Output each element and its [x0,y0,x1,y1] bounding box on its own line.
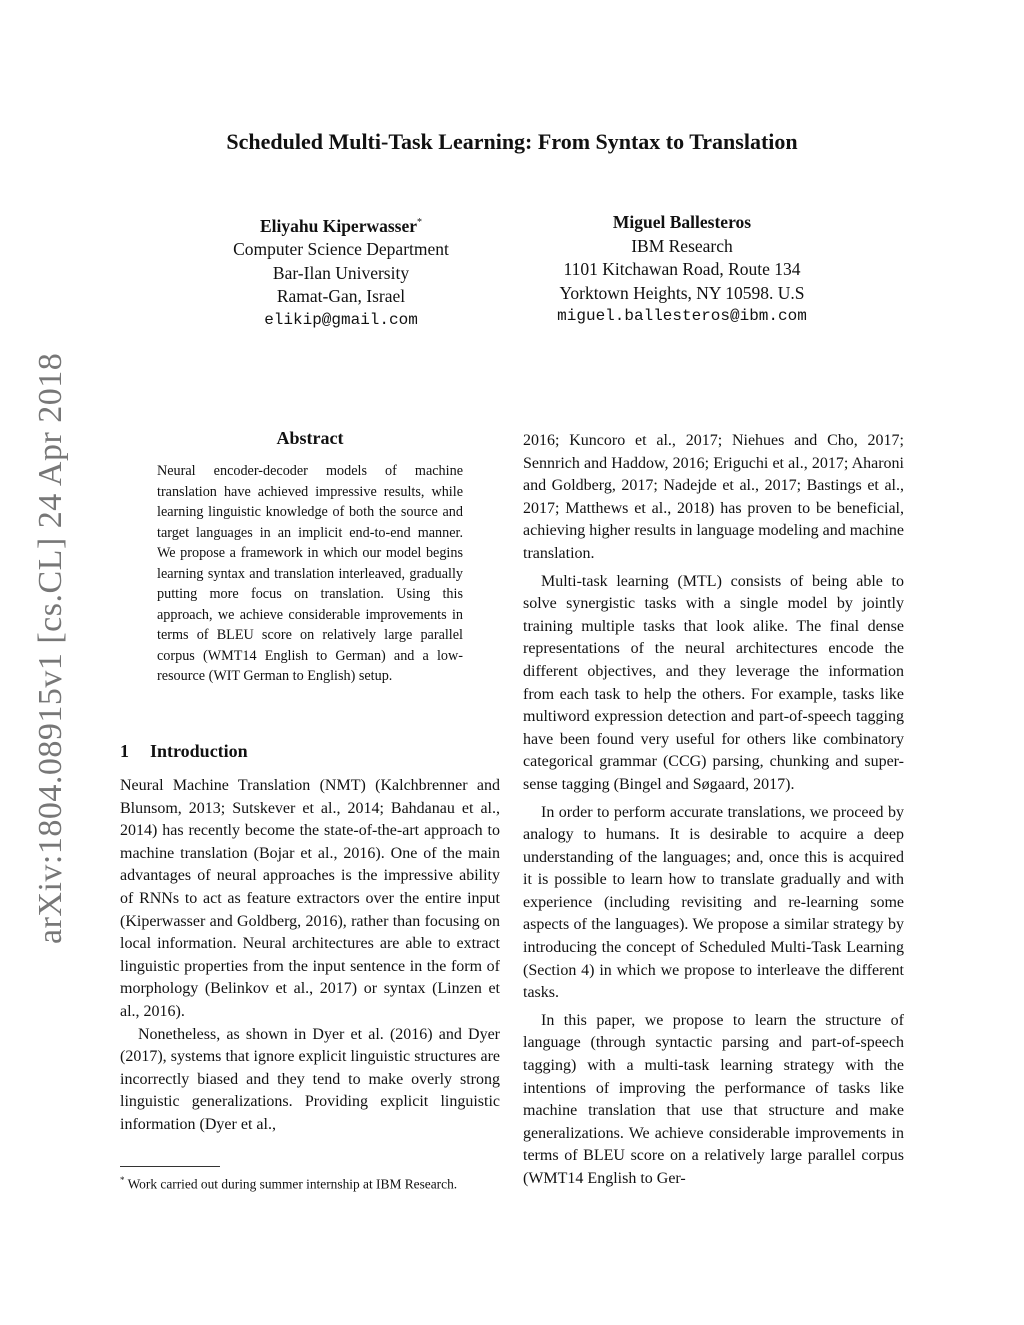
abstract-heading: Abstract [276,428,344,448]
author-block-kiperwasser [176,211,506,332]
author-name: Miguel Ballesteros [612,212,752,232]
abstract-text: Neural encoder-decoder models of machine translation have achieved impressive results, while learning linguistic knowledge of both the source and target languages in an implicit end-to-end manner. We propose a framework in which our model begins learning syntax and translation interleaved, gradually putting more focus on translation. Using this approach, we achieve considerable improvements in terms of BLEU score on relatively large parallel corpus (WMT14 English to German) and a low-resource (WIT German to English) setup. [157,463,463,684]
abstract-section [157,428,463,687]
author-email[interactable]: miguel.ballesteros@ibm.com [557,307,807,325]
author-affiliation-line: Computer Science Department [233,239,449,260]
paragraph: Neural Machine Translation (NMT) (Kalchbrenner and Blunsom, 2013; Sutskever et al., 2014; Bahdanau et al., 2014) has recently become the state-of-the-art approach to machine translation (Bojar et al., 2016). One of the main advantages of neural approaches is the impressive ability of RNNs to act as feature extractors over the entire input (Kiperwasser and Goldberg, 2016), rather than focusing on local information. Neural architectures are able to extract linguistic properties from the input sentence in the form of morphology (Belinkov et al., 2017) or syntax (Linzen et al., 2016). [120,777,500,1020]
paragraph: Nonetheless, as shown in Dyer et al. (2016) and Dyer (2017), systems that ignore explicit linguistic structures are incorrectly biased and they tend to make overly strong linguistic generalizations. Providing explicit linguistic information (Dyer et al., [120,1025,500,1133]
author-name: Eliyahu Kiperwasser* [259,215,423,236]
footnote-rule [120,1166,220,1167]
author-affiliation-line: Ramat-Gan, Israel [276,286,406,307]
author-block-ballesteros [517,211,847,329]
author-affiliation-line: IBM Research [631,235,733,256]
introduction-section [120,741,500,1137]
paragraph: Multi-task learning (MTL) consists of being able to solve synergistic tasks with a single model by jointly training multiple tasks that look alike. The final dense representations of the neural architectures encode the different objectives, and they leverage the information from each task to help the others. For example, tasks like multiword expression detection and part-of-speech tagging have been found very useful for others like combinatory categorical grammar (CCG) parsing, chunking and super-sense tagging (Bingel and Søgaard, 2017). [523,572,904,793]
section-title: Introduction [150,741,248,761]
footnote-mark: * [120,1175,125,1185]
paragraph: In this paper, we propose to learn the structure of language (through syntactic parsing and part-of-speech tagging) with a multi-task learning strategy with the intentions of improving the performance of tasks like machine translation that use that structure and make generalizations. We achieve considerable improvements in terms of BLEU score on a relatively large parallel corpus (WMT14 English to Ger- [523,1011,904,1187]
section-number: 1 [120,741,129,761]
arxiv-stamp: arXiv:1804.08915v1 [cs.CL] 24 Apr 2018 [32,352,69,944]
section-heading [120,741,500,762]
footnote-text: * Work carried out during summer internship at IBM Research. [120,1175,458,1192]
paragraph: In order to perform accurate translations, we proceed by analogy to humans. It is desirable to acquire a deep understanding of the languages; and, once this is acquired it is possible to learn how to translate gradually and with experience (including revisiting and re-learning some aspects of the languages). We propose a similar strategy by introducing the concept of Scheduled Multi-Task Learning (Section 4) in which we propose to interleave the different tasks. [523,803,904,1002]
author-affiliation-line: 1101 Kitchawan Road, Route 134 [563,259,801,279]
author-footnote-mark: * [417,217,423,228]
paragraph: 2016; Kuncoro et al., 2017; Niehues and Cho, 2017; Sennrich and Haddow, 2016; Eriguchi et al., 2017; Aharoni and Goldberg, 2017; Nadejde et al., 2017; Bastings et al., 2017; Matthews et al., 2018) has proven to be beneficial, achieving higher results in language modeling and machine translation. [523,432,904,562]
author-affiliation-line: Yorktown Heights, NY 10598. U.S [559,282,805,303]
paper-title: Scheduled Multi-Task Learning: From Syntax to Translation [226,129,798,154]
right-column [523,430,904,1191]
footnote [120,1166,500,1193]
author-affiliation-line: Bar-Ilan University [272,262,410,283]
author-email[interactable]: elikip@gmail.com [264,310,418,329]
